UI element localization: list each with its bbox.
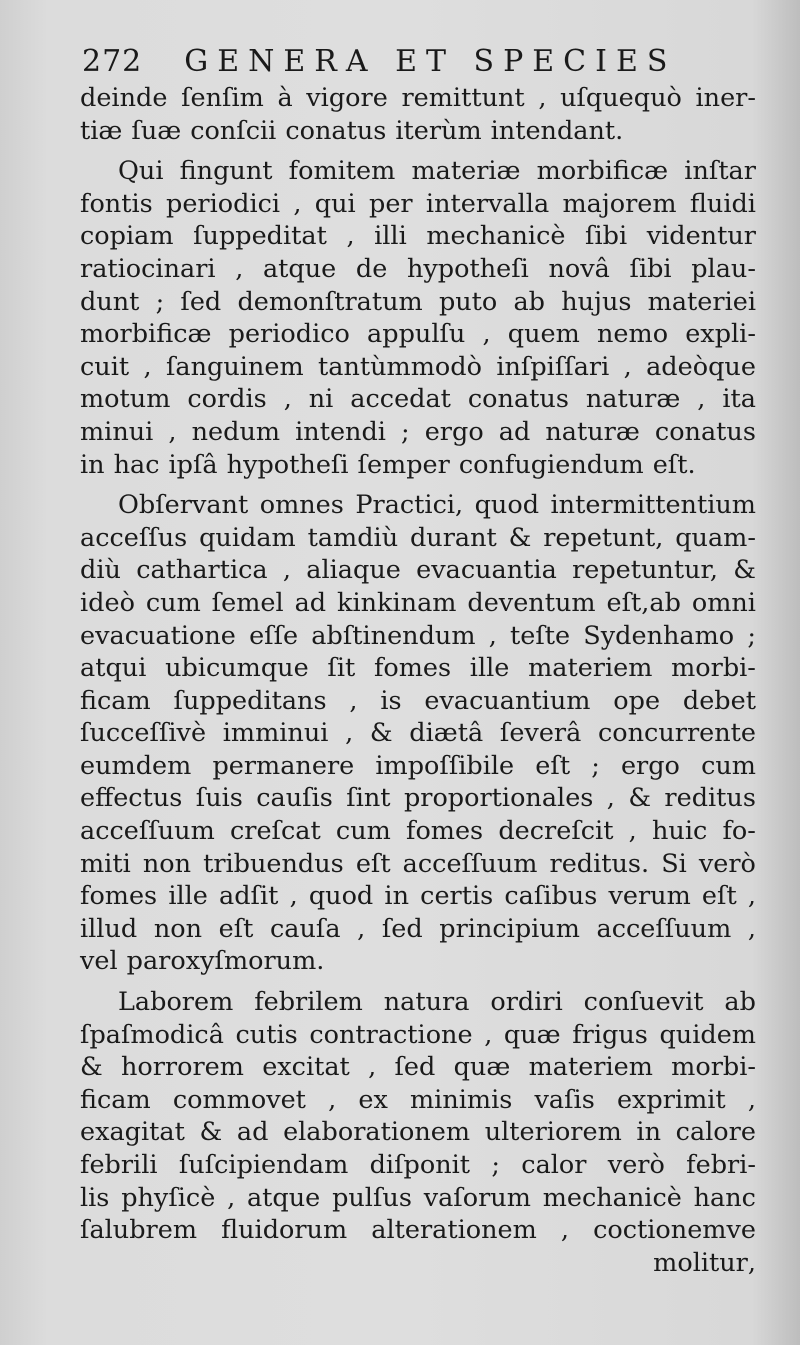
text-line: fontis periodici , qui per intervalla majorem fluidi [80,188,756,219]
text-line: deinde ſenſim à vigore remittunt , uſquequò iner- [80,83,756,113]
text-line: motum cordis , ni accedat conatus naturæ , ita [80,384,756,415]
text-line: ideò cum ſemel ad kinkinam deventum eſt,ab omni [80,587,756,618]
text-line: eumdem permanere impoſſibile eſt ; ergo cum [80,750,756,781]
text-line: exagitat & ad elaborationem ulteriorem in calore [80,1117,756,1148]
text-line: dunt ; ſed demonſtratum puto ab hujus materiei [80,286,756,317]
page-number: 272 [82,44,143,79]
text-line: ſpaſmodicâ cutis contractione , quæ frigus quidem [80,1019,756,1050]
text-line: lis phyſicè , atque pulſus vaſorum mechanicè hanc [80,1182,756,1213]
text-line: effectus ſuis cauſis ſint proportionales , & reditus [80,783,756,814]
text-line: acceſſus quidam tamdiù durant & repetunt, quam- [80,522,756,553]
text-line: molitur , [653,1247,756,1278]
text-line: fomes ille adſit , quod in certis caſibus verum eſt , [80,881,756,912]
text-line: in hac ipſâ hypotheſi ſemper confugiendum eſt. [80,449,696,480]
body-text [80,82,756,1279]
text-line: illud non eſt cauſa , ſed principium acceſſuum , [80,913,756,944]
text-line: ratiocinari , atque de hypotheſi novâ ſibi plau- [80,253,756,284]
paragraph-gap [80,481,756,489]
text-line: febrili ſuſcipiendam diſponit ; calor verò febri- [80,1150,756,1180]
text-line: miti non tribuendus eſt acceſſuum reditus. Si verò [80,848,756,879]
text-line: ſucceſſivè imminui , & diætâ ſeverâ concurrente [80,718,756,749]
text-line: tiæ ſuæ conſcii conatus iterùm intendant. [80,115,624,146]
text-line: copiam ſuppeditat , illi mechanicè ſibi videntur [80,221,756,252]
text-line: acceſſuum creſcat cum fomes decreſcit , huic fo- [80,816,756,847]
text-line: minui , nedum intendi ; ergo ad naturæ conatus [80,416,756,447]
paragraph-gap [80,147,756,155]
text-line: evacuatione eſſe abſtinendum , teſte Sydenhamo ; [80,620,756,651]
text-line: Qui fingunt fomitem materiæ morbificæ inſtar [118,156,756,187]
text-line: ficam commovet , ex minimis vaſis exprimit , [80,1084,756,1115]
paragraph-gap [80,978,756,986]
text-line: cuit , ſanguinem tantùmmodò inſpiſſari , adeòque [80,351,756,382]
text-line: ficam ſuppeditans , is evacuantium ope debet [80,685,756,716]
text-line: Laborem febrilem natura ordiri conſuevit ab [118,987,756,1018]
text-line: ſalubrem fluidorum alterationem , coctionemve [80,1215,756,1246]
running-head: GENERA ET SPECIES [184,44,677,79]
text-line: diù cathartica , aliaque evacuantia repetuntur, & [80,555,756,586]
text-line: vel paroxyſmorum. [80,946,325,977]
text-line: atqui ubicumque ſit fomes ille materiem morbi- [80,653,756,684]
text-line: & horrorem excitat , ſed quæ materiem morbi- [80,1052,756,1083]
text-line: morbificæ periodico appulſu , quem nemo expli- [80,319,756,350]
text-line: Obſervant omnes Practici, quod intermittentium [118,490,756,521]
